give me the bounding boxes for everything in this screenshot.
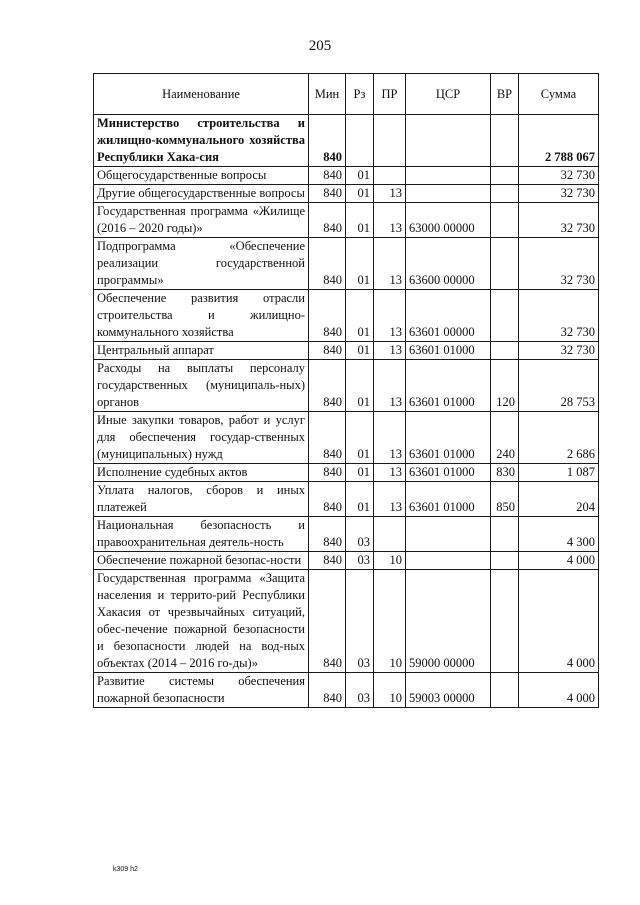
header-sum: Сумма <box>519 74 599 115</box>
row-vr <box>491 290 519 342</box>
header-csr: ЦСР <box>406 74 491 115</box>
row-vr: 830 <box>491 464 519 482</box>
row-min: 840 <box>309 570 346 673</box>
row-pr <box>374 517 406 552</box>
row-csr <box>406 185 491 203</box>
row-vr: 120 <box>491 360 519 412</box>
row-name: Обеспечение развития отрасли строительства и жилищно-коммунального хозяйства <box>94 290 309 342</box>
row-csr <box>406 167 491 185</box>
row-csr: 63000 00000 <box>406 203 491 238</box>
row-rz: 01 <box>346 464 374 482</box>
table-row <box>94 115 599 167</box>
row-rz: 01 <box>346 185 374 203</box>
table-row <box>94 290 599 342</box>
row-min: 840 <box>309 238 346 290</box>
row-rz: 03 <box>346 552 374 570</box>
row-name: Исполнение судебных актов <box>94 464 309 482</box>
row-name: Обеспечение пожарной безопас-ности <box>94 552 309 570</box>
row-rz: 01 <box>346 238 374 290</box>
row-min: 840 <box>309 552 346 570</box>
table-row <box>94 412 599 464</box>
row-pr: 13 <box>374 360 406 412</box>
row-min: 840 <box>309 203 346 238</box>
row-min: 840 <box>309 464 346 482</box>
row-sum: 2 686 <box>519 412 599 464</box>
row-name: Уплата налогов, сборов и иных платежей <box>94 482 309 517</box>
row-vr <box>491 203 519 238</box>
row-sum: 4 000 <box>519 552 599 570</box>
row-sum: 4 000 <box>519 673 599 708</box>
row-csr <box>406 552 491 570</box>
row-vr <box>491 673 519 708</box>
row-name: Подпрограмма «Обеспечение реализации государственной программы» <box>94 238 309 290</box>
row-rz: 01 <box>346 482 374 517</box>
row-vr <box>491 570 519 673</box>
row-pr: 13 <box>374 203 406 238</box>
row-csr: 59003 00000 <box>406 673 491 708</box>
page-number: 205 <box>308 38 332 54</box>
row-csr: 63601 01000 <box>406 482 491 517</box>
header-min: Мин <box>309 74 346 115</box>
table-row <box>94 517 599 552</box>
row-vr <box>491 552 519 570</box>
row-csr: 59000 00000 <box>406 570 491 673</box>
row-vr <box>491 238 519 290</box>
row-csr: 63601 01000 <box>406 342 491 360</box>
row-rz: 03 <box>346 570 374 673</box>
row-min: 840 <box>309 185 346 203</box>
row-rz: 01 <box>346 342 374 360</box>
row-name: Другие общегосударственные вопросы <box>94 185 309 203</box>
row-pr: 13 <box>374 290 406 342</box>
row-sum: 28 753 <box>519 360 599 412</box>
row-rz: 01 <box>346 203 374 238</box>
table-row <box>94 360 599 412</box>
row-pr: 10 <box>374 552 406 570</box>
row-csr: 63601 01000 <box>406 464 491 482</box>
row-min: 840 <box>309 482 346 517</box>
table-row <box>94 464 599 482</box>
header-vr: ВР <box>491 74 519 115</box>
row-sum: 204 <box>519 482 599 517</box>
row-pr: 13 <box>374 342 406 360</box>
row-min: 840 <box>309 115 346 167</box>
row-rz <box>346 115 374 167</box>
row-name: Министерство строительства и жилищно-коммунального хозяйства Республики Хака-сия <box>94 115 309 167</box>
row-min: 840 <box>309 673 346 708</box>
row-min: 840 <box>309 360 346 412</box>
row-pr <box>374 167 406 185</box>
row-csr: 63601 01000 <box>406 412 491 464</box>
row-rz: 01 <box>346 290 374 342</box>
row-pr: 13 <box>374 464 406 482</box>
table-row <box>94 673 599 708</box>
row-pr <box>374 115 406 167</box>
row-pr: 13 <box>374 238 406 290</box>
row-sum: 4 300 <box>519 517 599 552</box>
row-vr: 850 <box>491 482 519 517</box>
row-sum: 1 087 <box>519 464 599 482</box>
table-header-row <box>94 74 599 115</box>
row-name: Центральный аппарат <box>94 342 309 360</box>
row-csr <box>406 517 491 552</box>
row-sum: 32 730 <box>519 185 599 203</box>
row-sum: 32 730 <box>519 203 599 238</box>
row-sum: 32 730 <box>519 167 599 185</box>
table-row <box>94 570 599 673</box>
footer-code: k309 h2 <box>113 866 138 873</box>
row-min: 840 <box>309 290 346 342</box>
row-csr: 63601 01000 <box>406 360 491 412</box>
row-csr: 63600 00000 <box>406 238 491 290</box>
row-rz: 01 <box>346 167 374 185</box>
row-name: Государственная программа «Жилище (2016 – 2020 годы)» <box>94 203 309 238</box>
row-name: Государственная программа «Защита населения и террито-рий Республики Хакасия от чрезвычайных ситуаций, обес-печение пожарной безопасности и безопасности людей на вод-ных объектах (2014 – 2016 го-ды)» <box>94 570 309 673</box>
table-row <box>94 342 599 360</box>
row-rz: 01 <box>346 412 374 464</box>
table-body <box>94 115 599 708</box>
row-vr <box>491 167 519 185</box>
row-sum: 4 000 <box>519 570 599 673</box>
row-min: 840 <box>309 167 346 185</box>
row-pr: 10 <box>374 570 406 673</box>
row-sum: 32 730 <box>519 238 599 290</box>
row-pr: 13 <box>374 482 406 517</box>
row-name: Общегосударственные вопросы <box>94 167 309 185</box>
table-row <box>94 203 599 238</box>
row-name: Расходы на выплаты персоналу государственных (муниципаль-ных) органов <box>94 360 309 412</box>
row-sum: 2 788 067 <box>519 115 599 167</box>
table-row <box>94 167 599 185</box>
row-vr <box>491 517 519 552</box>
table-row <box>94 238 599 290</box>
row-sum: 32 730 <box>519 290 599 342</box>
header-rz: Рз <box>346 74 374 115</box>
row-pr: 13 <box>374 412 406 464</box>
row-name: Иные закупки товаров, работ и услуг для обеспечения государ-ственных (муниципальных) нужд <box>94 412 309 464</box>
row-min: 840 <box>309 342 346 360</box>
row-min: 840 <box>309 517 346 552</box>
row-csr <box>406 115 491 167</box>
row-name: Развитие системы обеспечения пожарной безопасности <box>94 673 309 708</box>
row-name: Национальная безопасность и правоохранительная деятель-ность <box>94 517 309 552</box>
table-row <box>94 482 599 517</box>
row-vr <box>491 115 519 167</box>
row-min: 840 <box>309 412 346 464</box>
table-row <box>94 185 599 203</box>
row-vr <box>491 185 519 203</box>
row-vr: 240 <box>491 412 519 464</box>
row-csr: 63601 00000 <box>406 290 491 342</box>
row-sum: 32 730 <box>519 342 599 360</box>
row-pr: 13 <box>374 185 406 203</box>
row-rz: 03 <box>346 517 374 552</box>
row-rz: 01 <box>346 360 374 412</box>
header-name: Наименование <box>94 74 309 115</box>
header-pr: ПР <box>374 74 406 115</box>
table-row <box>94 552 599 570</box>
row-pr: 10 <box>374 673 406 708</box>
budget-table <box>93 73 599 708</box>
row-rz: 03 <box>346 673 374 708</box>
row-vr <box>491 342 519 360</box>
